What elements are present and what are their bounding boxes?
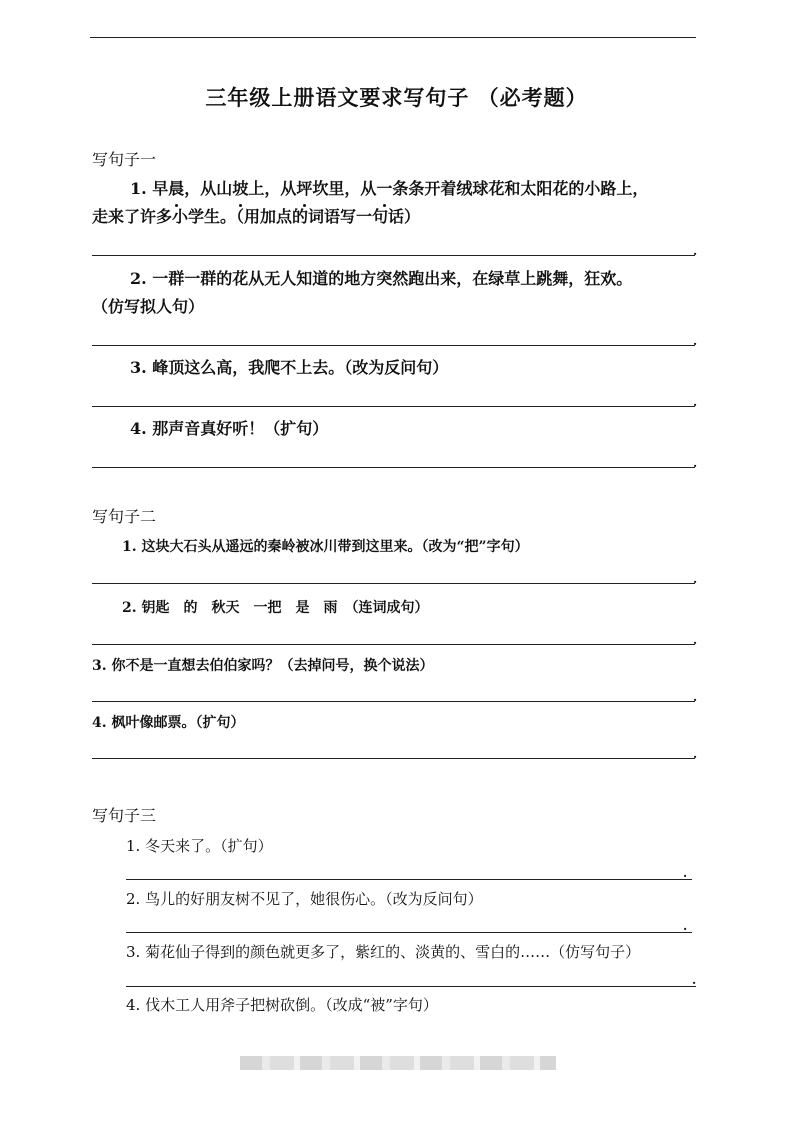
emphasis-dot-char: 晨 <box>168 174 184 204</box>
line-end-mark: . <box>683 919 688 933</box>
line-end-mark: . <box>693 747 698 761</box>
line-end-mark: . <box>692 973 697 987</box>
line-end-mark: . <box>683 866 688 880</box>
emphasis-dot-char: 一 <box>376 174 392 204</box>
emphasis-dot-char: 坡 <box>232 174 248 204</box>
s3-question-4: 4. 伐木工人用斧子把树砍倒。（改成“被”字句） <box>126 996 438 1014</box>
s1-question-1-line-1: 1. 早晨，从山坡上，从坪坎里，从一条条开着绒球花和太阳花的小路上， <box>130 174 648 204</box>
line-end-mark: . <box>693 456 698 470</box>
section-heading-2: 写句子二 <box>92 507 157 526</box>
line-end-mark: . <box>693 572 698 586</box>
s2-question-2: 2. 钥匙 的 秋天 一把 是 雨 （连词成句） <box>122 600 429 616</box>
answer-line[interactable] <box>92 701 695 702</box>
answer-line[interactable] <box>92 345 695 346</box>
s2-question-4: 4. 枫叶像邮票。（扩句） <box>92 715 245 731</box>
answer-line[interactable] <box>92 644 695 645</box>
s3-question-3: 3. 菊花仙子得到的颜色就更多了，紫红的、淡黄的、雪白的……（仿写句子） <box>126 943 641 961</box>
top-rule <box>90 37 696 38</box>
answer-line[interactable] <box>126 932 692 933</box>
s3-question-2: 2. 鸟儿的好朋友树不见了，她很伤心。（改为反问句） <box>126 890 483 908</box>
answer-line[interactable] <box>126 879 692 880</box>
s1-question-4: 4. 那声音真好听！（扩句） <box>130 419 329 438</box>
s1-question-2-line-1: 2. 一群一群的花从无人知道的地方突然跑出来，在绿草上跳舞，狂欢。 <box>130 269 633 288</box>
section-heading-3: 写句子三 <box>92 806 157 825</box>
answer-line[interactable] <box>92 406 695 407</box>
answer-line[interactable] <box>92 255 695 256</box>
line-end-mark: . <box>693 690 698 704</box>
s1-question-1-line-2: 走来了许多小学生。（用加点的词语写一句话） <box>92 207 421 226</box>
answer-line[interactable] <box>92 583 695 584</box>
watermark <box>240 1056 556 1070</box>
s2-question-3: 3. 你不是一直想去伯伯家吗？（去掉问号，换个说法） <box>92 658 434 674</box>
s3-question-1: 1. 冬天来了。（扩句） <box>126 837 273 855</box>
line-end-mark: . <box>693 244 698 258</box>
line-end-mark: . <box>693 334 698 348</box>
answer-line[interactable] <box>92 758 695 759</box>
section-heading-1: 写句子一 <box>92 150 157 169</box>
page-title: 三年级上册语文要求写句子 （必考题） <box>205 85 588 110</box>
s1-question-2-line-2: （仿写拟人句） <box>92 297 205 316</box>
line-end-mark: . <box>693 633 698 647</box>
line-end-mark: . <box>693 395 698 409</box>
answer-line[interactable] <box>92 467 695 468</box>
s1-question-3: 3. 峰顶这么高，我爬不上去。（改为反问句） <box>130 358 449 377</box>
answer-line[interactable] <box>126 986 696 987</box>
emphasis-dot-char: 坪 <box>296 174 312 204</box>
s2-question-1: 1. 这块大石头从遥远的秦岭被冰川带到这里来。（改为“把”字句） <box>122 539 529 555</box>
